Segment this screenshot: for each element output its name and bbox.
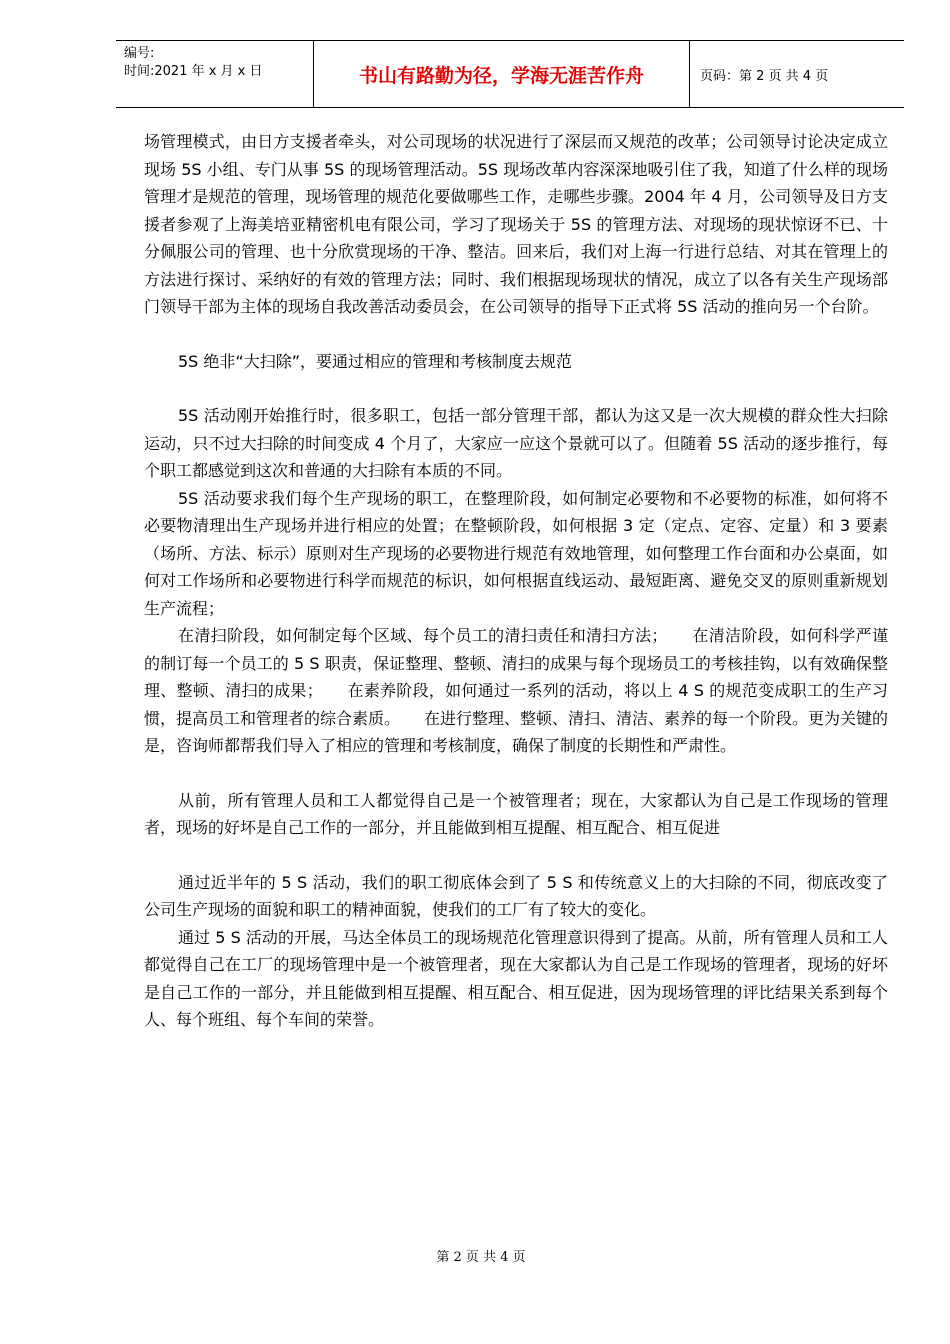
paragraph: 5S 活动要求我们每个生产现场的职工，在整理阶段，如何制定必要物和不必要物的标准，如何将不必要物清理出生产现场并进行相应的处置；在整顿阶段，如何根据 3 定（定点、定容、定量）和 3 要素（场所、方法、标示）原则对生产现场的必要物进行规范有效地管理，如何整理工作台面和办公桌面，如何对工作场所和必要物进行科学而规范的标识，如何根据直线运动、最短距离、避免交叉的原则重新规划生产流程； <box>144 488 888 618</box>
paragraph: 场管理模式，由日方支援者牵头，对公司现场的状况进行了深层而又规范的改革；公司领导讨论决定成立现场 5S 小组、专门从事 5S 的现场管理活动。5S 现场改革内容深深地吸引住了我，知道了什么样的现场管理才是规范的管理，现场管理的规范化要做哪些工作，走哪些步骤。2004 年 4 月，公司领导及日方支援者参观了上海美培亚精密机电有限公司，学习了现场关于 5S 的管理方法、对现场的现状惊讶不已、十分佩服公司的管理、也十分欣赏现场的干净、整洁。回来后，我们对上海一行进行总结、对其在管理上的方法进行探讨、采纳好的有效的管理方法；同时、我们根据现场现状的情况，成立了以各有关生产现场部门领导干部为主体的现场自我改善活动委员会，在公司领导的指导下正式将 5S 活动的推向另一个台阶。 <box>144 132 888 316</box>
section-heading: 5S 绝非“大扫除”，要通过相应的管理和考核制度去规范 <box>178 351 573 371</box>
serial-label: 编号: <box>124 46 155 61</box>
paragraph: 从前，所有管理人员和工人都觉得自己是一个被管理者；现在，大家都认为自己是工作现场的管理者，现场的好坏是自己工作的一部分，并且能做到相互提醒、相互配合、相互促进 <box>144 790 888 837</box>
footer-page-number: 第 2 页 共 4 页 <box>436 1250 526 1265</box>
paragraph: 5S 活动刚开始推行时，很多职工，包括一部分管理干部，都认为这又是一次大规模的群众性大扫除运动，只不过大扫除的时间变成 4 个月了，大家应一应这个景就可以了。但随着 5S 活动的逐步推行，每个职工都感觉到这次和普通的大扫除有本质的不同。 <box>144 406 888 480</box>
paragraph: 通过近半年的 5 S 活动，我们的职工彻底体会到了 5 S 和传统意义上的大扫除的不同，彻底改变了公司生产现场的面貌和职工的精神面貌，使我们的工厂有了较大的变化。 <box>144 872 888 919</box>
page-footer <box>0 1246 950 1265</box>
time-label: 时间:2021 年 x 月 x 日 <box>124 64 263 79</box>
page-header <box>116 40 904 108</box>
header-page-info: 页码：第 2 页 共 4 页 <box>700 68 829 84</box>
paragraph: 在清扫阶段，如何制定每个区域、每个员工的清扫责任和清扫方法； 在清洁阶段，如何科学严谨的制订每一个员工的 5 S 职责，保证整理、整顿、清扫的成果与每个现场员工的考核挂钩，以有效确保整理、整顿、清扫的成果； 在素养阶段，如何通过一系列的活动，将以上 4 S 的规范变成职工的生产习惯，提高员工和管理者的综合素质。 在进行整理、整顿、清扫、清洁、素养的每一个阶段。更为关键的是，咨询师都帮我们导入了相应的管理和考核制度，确保了制度的长期性和严肃性。 <box>144 626 889 755</box>
document-body <box>144 128 888 1034</box>
paragraph: 通过 5 S 活动的开展，马达全体员工的现场规范化管理意识得到了提高。从前，所有管理人员和工人都觉得自己在工厂的现场管理中是一个被管理者，现在大家都认为自己是工作现场的管理者，现场的好坏是自己工作的一部分，并且能做到相互提醒、相互配合、相互促进，因为现场管理的评比结果关系到每个人、每个班组、每个车间的荣誉。 <box>144 927 888 1029</box>
header-meta <box>116 41 314 107</box>
header-motto: 书山有路勤为径，学海无涯苦作舟 <box>314 41 690 107</box>
